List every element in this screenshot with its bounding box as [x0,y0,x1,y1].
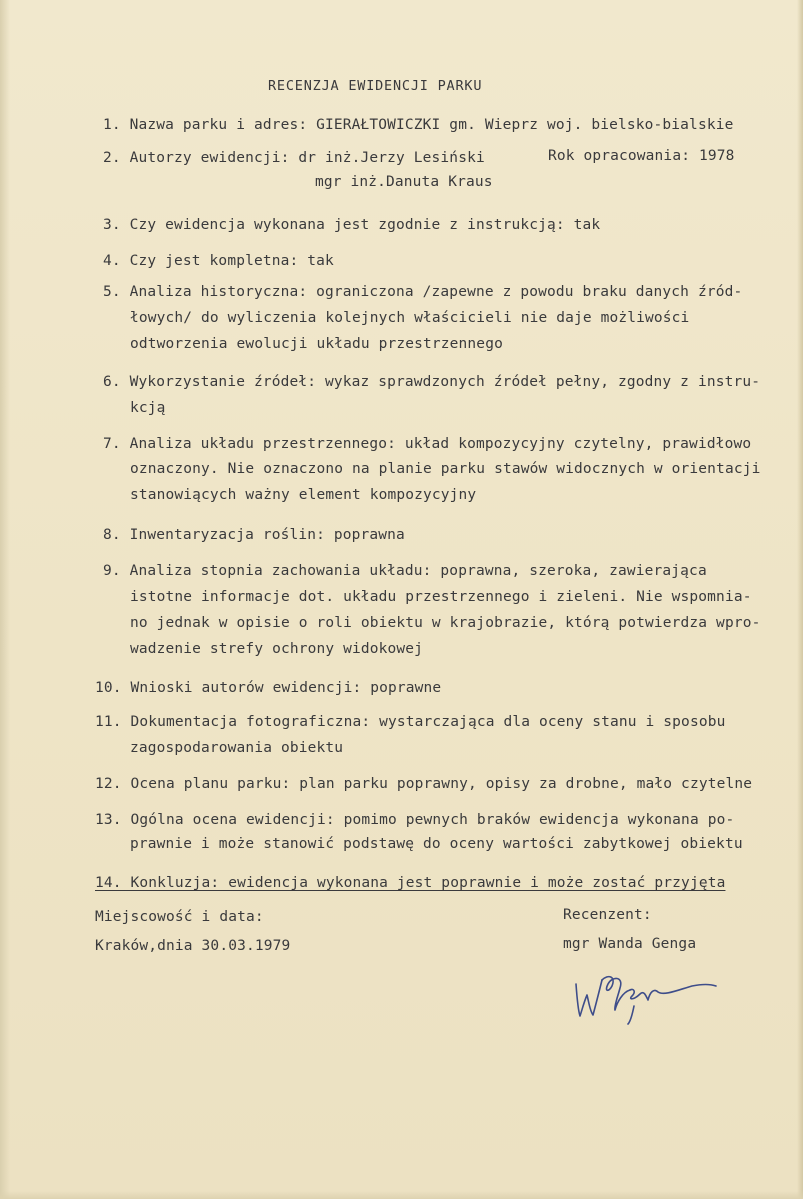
item-12-line-1: 12. Ocena planu parku: plan parku poprawny, opisy za drobne, mało czytelne [95,776,753,792]
item-5-line-1: 5. Analiza historyczna: ograniczona /zapewne z powodu braku danych źród- [103,284,743,300]
item-7-line-2: oznaczony. Nie oznaczono na planie parku stawów widocznych w orientacji [130,461,761,477]
item-6-line-2: kcją [130,400,166,416]
paper-edge-left [0,0,10,1199]
reviewer-name: mgr Wanda Genga [563,936,697,952]
item-13-line-2: prawnie i może stanowić podstawę do oceny wartości zabytkowej obiektu [130,836,743,852]
item-2-line-1: 2. Autorzy ewidencji: dr inż.Jerzy Lesiński [103,150,485,166]
item-9-line-1: 9. Analiza stopnia zachowania układu: poprawna, szeroka, zawierająca [103,563,707,579]
item-11-line-1: 11. Dokumentacja fotograficzna: wystarczająca dla oceny stanu i sposobu [95,714,726,730]
item-2-year: Rok opracowania: 1978 [548,148,735,164]
item-2-line-2: mgr inż.Danuta Kraus [315,174,493,190]
handwritten-signature [568,962,728,1028]
reviewer-label: Recenzent: [563,907,652,923]
item-9-line-3: no jednak w opisie o roli obiektu w krajobrazie, którą potwierdza wpro- [130,615,761,631]
place-date-value: Kraków,dnia 30.03.1979 [95,938,291,954]
item-6-line-1: 6. Wykorzystanie źródeł: wykaz sprawdzonych źródeł pełny, zgodny z instru- [103,374,761,390]
item-8-line-1: 8. Inwentaryzacja roślin: poprawna [103,527,405,543]
item-10-line-1: 10. Wnioski autorów ewidencji: poprawne [95,680,442,696]
item-7-line-3: stanowiących ważny element kompozycyjny [130,487,477,503]
item-13-line-1: 13. Ogólna ocena ewidencji: pomimo pewnych braków ewidencja wykonana po- [95,812,735,828]
item-5-line-3: odtworzenia ewolucji układu przestrzennego [130,336,503,352]
place-date-label: Miejscowość i data: [95,909,264,925]
item-7-line-1: 7. Analiza układu przestrzennego: układ kompozycyjny czytelny, prawidłowo [103,436,752,452]
paper-edge-bottom [0,1191,803,1199]
item-9-line-4: wadzenie strefy ochrony widokowej [130,641,424,657]
item-14-conclusion: 14. Konkluzja: ewidencja wykonana jest poprawnie i może zostać przyjęta [95,875,726,891]
item-9-line-2: istotne informacje dot. układu przestrzennego i zieleni. Nie wspomnia- [130,589,752,605]
item-1-line-1: 1. Nazwa parku i adres: GIERAŁTOWICZKI gm. Wieprz woj. bielsko-bialskie [103,117,734,133]
item-4-line-1: 4. Czy jest kompletna: tak [103,253,334,269]
item-3-line-1: 3. Czy ewidencja wykonana jest zgodnie z instrukcją: tak [103,217,601,233]
paper-edge-right [797,0,803,1199]
item-11-line-2: zagospodarowania obiektu [130,740,344,756]
item-5-line-2: łowych/ do wyliczenia kolejnych właścicieli nie daje możliwości [130,310,690,326]
document-title: RECENZJA EWIDENCJI PARKU [268,78,483,94]
